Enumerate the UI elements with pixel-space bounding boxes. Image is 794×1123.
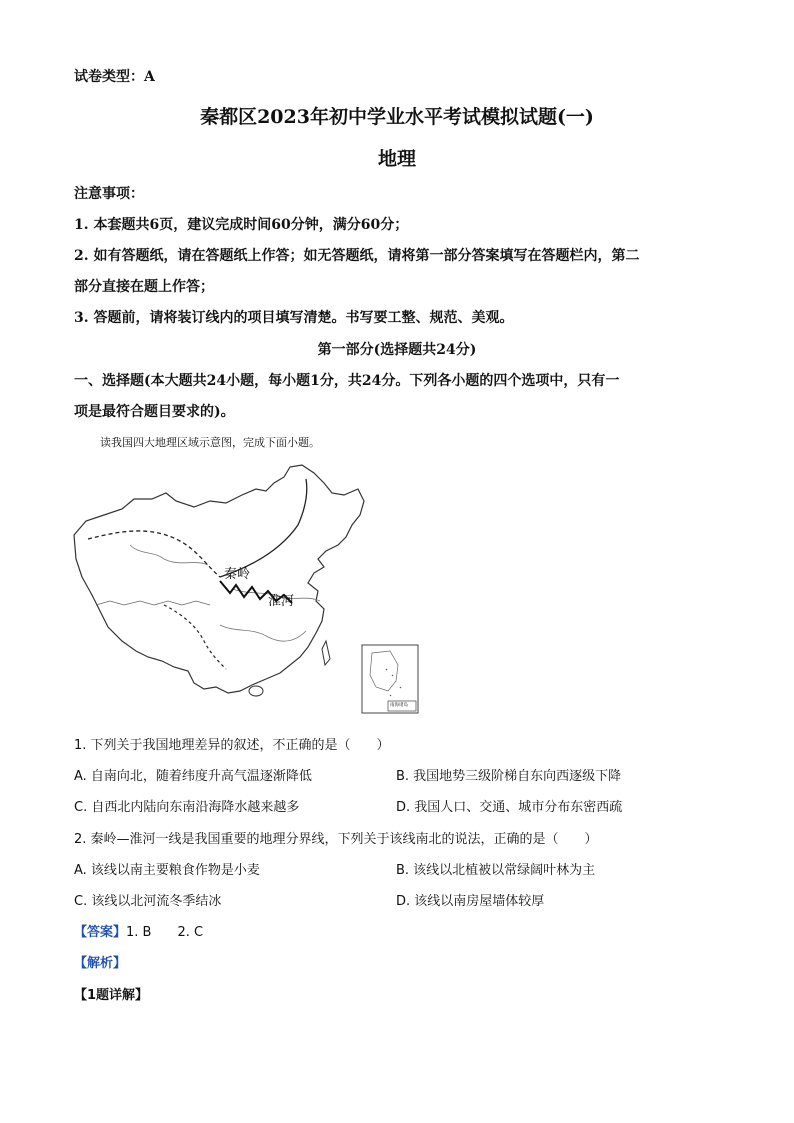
river-line [130, 545, 208, 565]
northwest-boundary-line [88, 531, 220, 577]
question-2-option-c: C. 该线以北河流冬季结冰 [74, 894, 222, 909]
inset-label: 南海诸岛 [390, 703, 408, 708]
question-1-stem: 1. 下列关于我国地理差异的叙述，不正确的是（ ） [74, 738, 390, 753]
answer-line [74, 921, 203, 940]
label-qinling: 秦岭 [224, 567, 251, 582]
analysis-tag: 【解析】 [74, 956, 127, 971]
question-2-stem: 2. 秦岭—淮河一线是我国重要的地理分界线，下列关于该线南北的说法，正确的是（ ） [74, 832, 598, 847]
china-regions-map [70, 455, 420, 720]
notice-item-1: 1. 本套题共6页，建议完成时间60分钟，满分60分； [74, 217, 409, 233]
china-outline [74, 465, 364, 693]
notice-item-2-line-2: 部分直接在题上作答； [74, 279, 214, 295]
section-instruction-line-1: 一、选择题(本大题共24小题，每小题1分，共24分。下列各小题的四个选项中，只有一 [74, 373, 620, 389]
yangtze-line [220, 625, 306, 641]
question-1-option-a: A. 自南向北，随着纬度升高气温逐渐降低 [74, 769, 312, 784]
answer-tag: 【答案】 [74, 925, 127, 940]
question-2-option-d: D. 该线以南房屋墙体较厚 [396, 894, 545, 909]
question-2-option-b: B. 该线以北植被以常绿阔叶林为主 [396, 863, 596, 878]
notice-item-3: 3. 答题前，请将装订线内的项目填写清楚。书写要工整、规范、美观。 [74, 310, 514, 326]
paper-type: 试卷类型：A [74, 69, 155, 85]
question-2-option-a: A. 该线以南主要粮食作物是小麦 [74, 863, 260, 878]
taiwan-island [322, 641, 330, 665]
detail-tag: 【1题详解】 [74, 988, 149, 1003]
subject-title: 地理 [377, 148, 416, 170]
china-map-graphic [70, 455, 420, 720]
hainan-island [249, 686, 263, 696]
label-huaihe: 淮河 [268, 594, 295, 609]
part-one-title: 第一部分(选择题共24分) [317, 342, 477, 358]
notice-heading: 注意事项： [74, 186, 144, 202]
map-caption: 读我国四大地理区域示意图，完成下面小题。 [100, 436, 320, 449]
question-1-option-c: C. 自西北内陆向东南沿海降水越来越多 [74, 800, 300, 815]
question-1-option-b: B. 我国地势三级阶梯自东向西逐级下降 [396, 769, 622, 784]
answer-values: 1. B 2. C [126, 925, 204, 940]
question-1-option-d: D. 我国人口、交通、城市分布东密西疏 [396, 800, 623, 815]
notice-item-2-line-1: 2. 如有答题纸，请在答题纸上作答；如无答题纸，请将第一部分答案填写在答题栏内，第二 [74, 248, 640, 264]
page-title: 秦都区2023年初中学业水平考试模拟试题(一) [200, 106, 594, 128]
plateau-border-line [96, 601, 210, 605]
section-instruction-line-2: 项是最符合题目要求的)。 [74, 404, 235, 420]
qinghai-tibet-boundary-line [164, 605, 226, 669]
